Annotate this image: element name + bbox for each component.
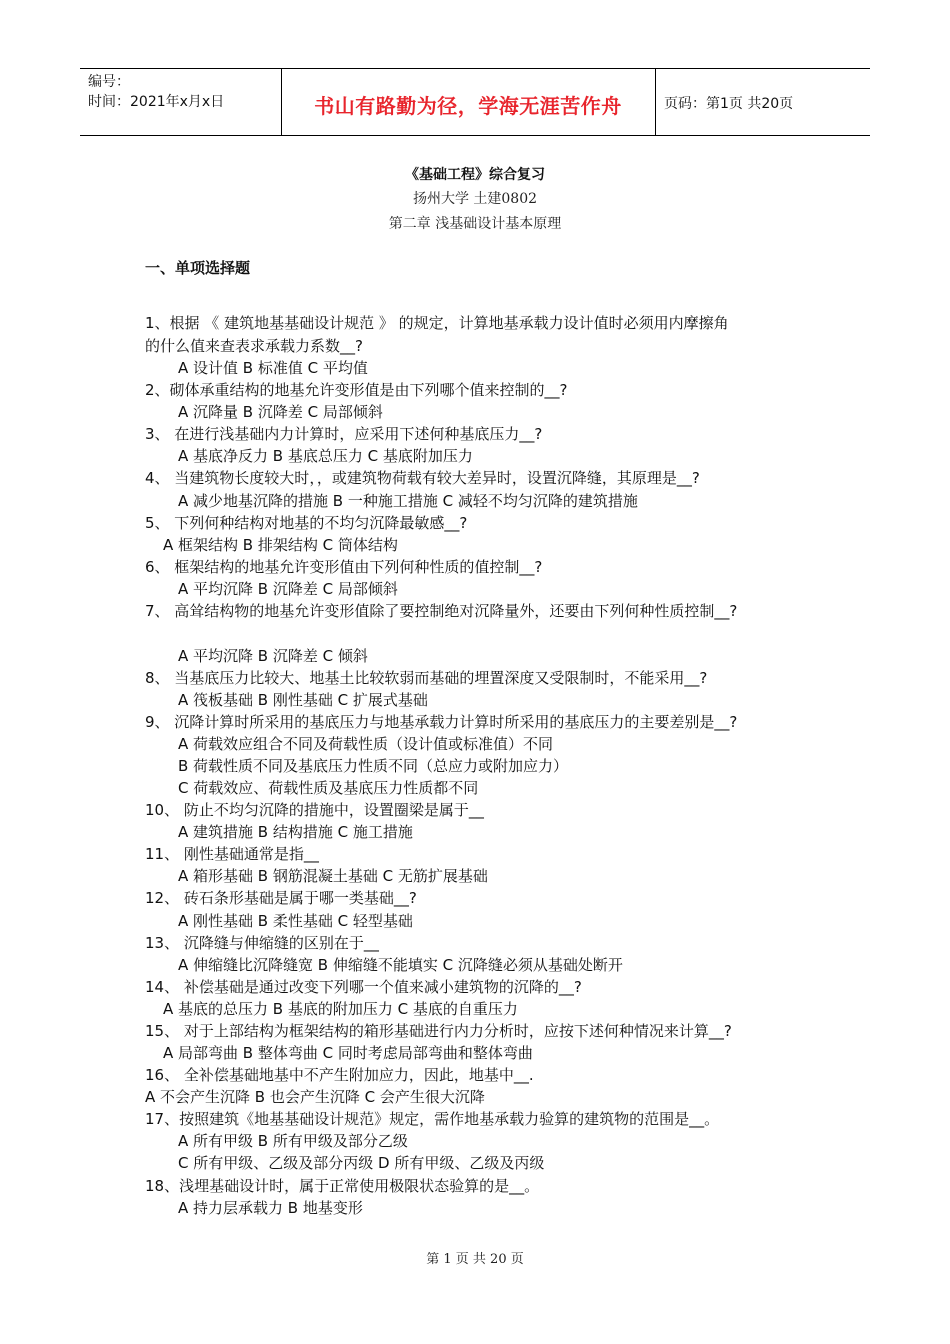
answer-options: A 伸缩缝比沉降缝宽 B 伸缩缝不能填实 C 沉降缝必须从基础处断开 xyxy=(178,956,623,974)
answer-options: A 不会产生沉降 B 也会产生沉降 C 会产生很大沉降 xyxy=(145,1088,485,1106)
answer-options: A 设计值 B 标准值 C 平均值 xyxy=(178,359,368,377)
page-footer: 第 1 页 共 20 页 xyxy=(426,1252,524,1267)
answer-options: A 建筑措施 B 结构措施 C 施工措施 xyxy=(178,823,413,841)
question-text: 6、 框架结构的地基允许变形值由下列何种性质的值控制__? xyxy=(145,558,543,576)
question-text: 2、砌体承重结构的地基允许变形值是由下列哪个值来控制的__? xyxy=(145,381,568,399)
question-text: 14、 补偿基础是通过改变下列哪一个值来减小建筑物的沉降的__? xyxy=(145,978,582,996)
document-title: 《基础工程》综合复习 xyxy=(405,167,545,183)
question-text: 1、根据 《 建筑地基基础设计规范 》 的规定，计算地基承载力设计值时必须用内摩擦角 xyxy=(145,314,729,332)
question-text: 5、 下列何种结构对地基的不均匀沉降最敏感__? xyxy=(145,514,468,532)
question-text: 10、 防止不均匀沉降的措施中，设置圈梁是属于__ xyxy=(145,801,484,819)
section-heading: 一、单项选择题 xyxy=(145,259,251,277)
answer-options: A 平均沉降 B 沉降差 C 局部倾斜 xyxy=(178,580,398,598)
answer-options: A 局部弯曲 B 整体弯曲 C 同时考虑局部弯曲和整体弯曲 xyxy=(163,1044,533,1062)
header-top-rule xyxy=(80,68,870,69)
document-subtitle: 扬州大学 土建0802 xyxy=(412,191,538,207)
question-text: 的什么值来查表求承载力系数__? xyxy=(145,337,363,355)
question-text: 13、 沉降缝与伸缩缝的区别在于__ xyxy=(145,934,379,952)
answer-options: C 荷载效应、荷载性质及基底压力性质都不同 xyxy=(178,779,479,797)
answer-options: A 刚性基础 B 柔性基础 C 轻型基础 xyxy=(178,912,413,930)
question-text: 11、 刚性基础通常是指__ xyxy=(145,845,319,863)
header-divider-right xyxy=(655,68,656,135)
question-text: 8、 当基底压力比较大、地基土比较软弱而基础的埋置深度又受限制时，不能采用__? xyxy=(145,669,708,687)
answer-options: C 所有甲级、乙级及部分丙级 D 所有甲级、乙级及丙级 xyxy=(178,1154,545,1172)
answer-options: A 减少地基沉降的措施 B 一种施工措施 C 减轻不均匀沉降的建筑措施 xyxy=(178,492,638,510)
answer-options: A 基底的总压力 B 基底的附加压力 C 基底的自重压力 xyxy=(163,1000,518,1018)
question-text: 7、 高耸结构物的地基允许变形值除了要控制绝对沉降量外，还要由下列何种性质控制__? xyxy=(145,602,738,620)
answer-options: A 荷载效应组合不同及荷载性质（设计值或标准值）不同 xyxy=(178,735,554,753)
header-meta xyxy=(88,72,224,112)
question-text: 16、 全补偿基础地基中不产生附加应力，因此，地基中__. xyxy=(145,1066,534,1084)
header-motto: 书山有路勤为径，学海无涯苦作舟 xyxy=(314,94,622,118)
question-text: 9、 沉降计算时所采用的基底压力与地基承载力计算时所采用的基底压力的主要差别是__? xyxy=(145,713,738,731)
question-text: 17、按照建筑《地基基础设计规范》规定，需作地基承载力验算的建筑物的范围是__。 xyxy=(145,1110,720,1128)
answer-options: A 所有甲级 B 所有甲级及部分乙级 xyxy=(178,1132,408,1150)
chapter-title: 第二章 浅基础设计基本原理 xyxy=(388,216,562,232)
answer-options: A 框架结构 B 排架结构 C 筒体结构 xyxy=(163,536,398,554)
answer-options: A 筏板基础 B 刚性基础 C 扩展式基础 xyxy=(178,691,428,709)
question-text: 4、 当建筑物长度较大时，，或建筑物荷载有较大差异时，设置沉降缝，其原理是__? xyxy=(145,469,700,487)
answer-options: A 持力层承载力 B 地基变形 xyxy=(178,1199,363,1217)
question-text: 3、 在进行浅基础内力计算时，应采用下述何种基底压力__? xyxy=(145,425,543,443)
answer-options: A 箱形基础 B 钢筋混凝土基础 C 无筋扩展基础 xyxy=(178,867,488,885)
answer-options: A 沉降量 B 沉降差 C 局部倾斜 xyxy=(178,403,383,421)
answer-options: A 平均沉降 B 沉降差 C 倾斜 xyxy=(178,647,368,665)
question-text: 12、 砖石条形基础是属于哪一类基础__? xyxy=(145,889,417,907)
header-page-info: 页码：第1页 共20页 xyxy=(664,96,794,112)
question-text: 15、 对于上部结构为框架结构的箱形基础进行内力分析时，应按下述何种情况来计算__? xyxy=(145,1022,732,1040)
question-text: 18、浅埋基础设计时，属于正常使用极限状态验算的是__。 xyxy=(145,1177,540,1195)
answer-options: A 基底净反力 B 基底总压力 C 基底附加压力 xyxy=(178,447,473,465)
answer-options: B 荷载性质不同及基底压力性质不同（总应力或附加应力） xyxy=(178,757,569,775)
doc-date: 时间：2021年x月x日 xyxy=(88,94,225,110)
header-bottom-rule xyxy=(80,135,870,136)
doc-number-label: 编号： xyxy=(88,74,130,90)
